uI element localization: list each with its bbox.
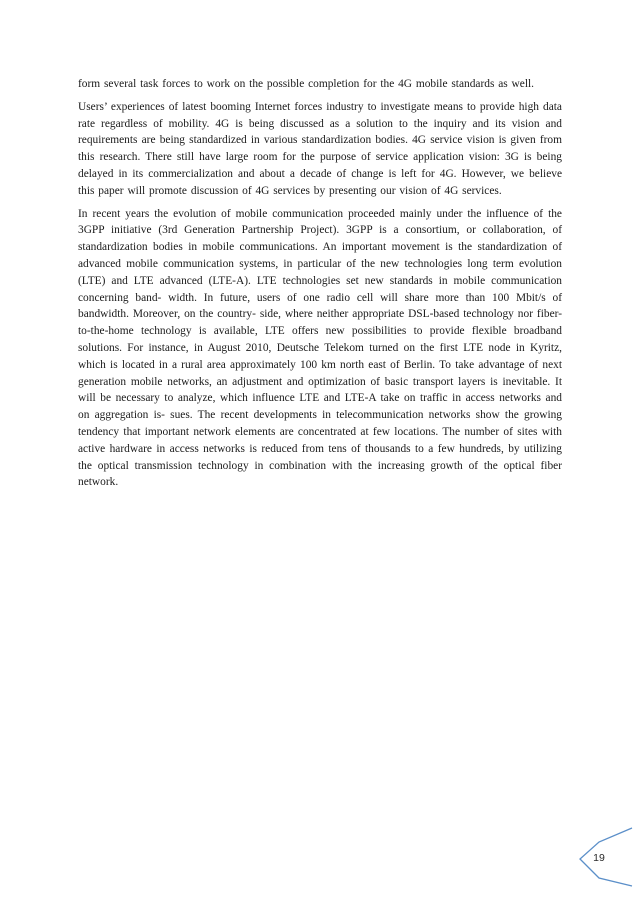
document-body [78, 76, 562, 497]
page-number: 19 [593, 852, 605, 864]
page-number-badge [566, 826, 634, 888]
paragraph-4g-vision: Users’ experiences of latest booming Internet forces industry to investigate means to provide high data rate regardless of mobility. 4G is being discussed as a solution to the inquiry and its vision and requirements are being standardized in various standardization bodies. 4G service vision is given from this research. There still have large room for the purpose of service application vision: 3G is being delayed in its commercialization and about a decade of change is left for 4G. However, we believe this paper will promote discussion of 4G services by presenting our vision of 4G services. [78, 100, 562, 197]
paragraph-task-forces: form several task forces to work on the possible completion for the 4G mobile standards as well. [78, 78, 535, 90]
paragraph-lte-evolution: In recent years the evolution of mobile communication proceeded mainly under the influence of the 3GPP initiative (3rd Generation Partnership Project). 3GPP is a consortium, or collaboration, of standardization bodies in mobile communications. An important movement is the standardization of advanced mobile communication systems, in particular of the new technologies long term evolution (LTE) and LTE advanced (LTE-A). LTE technologies set new standards in mobile communication concerning band- width. In future, users of one radio cell will share more than 100 Mbit/s of bandwidth. Moreover, on the country- side, where neither appropriate DSL-based technology nor fiber-to-the-home technology is available, LTE offers new possibilities to provide flexible broadband solutions. For instance, in August 2010, Deutsche Telekom turned on the first LTE node in Kyritz, which is located in a rural area approximately 100 km north east of Berlin. To take advantage of next generation mobile networks, an adjustment and optimization of basic transport layers is inevitable. It will be necessary to analyze, which influence LTE and LTE-A take on traffic in access networks and on aggregation is- sues. The recent developments in telecommunication networks show the growing tendency that important network elements are concentrated at few locations. The number of sites with active hardware in access networks is reduced from tens of thousands to a few hundreds, by utilizing the optical transmission technology in combination with the increasing growth of the optical fiber network. [78, 207, 562, 489]
